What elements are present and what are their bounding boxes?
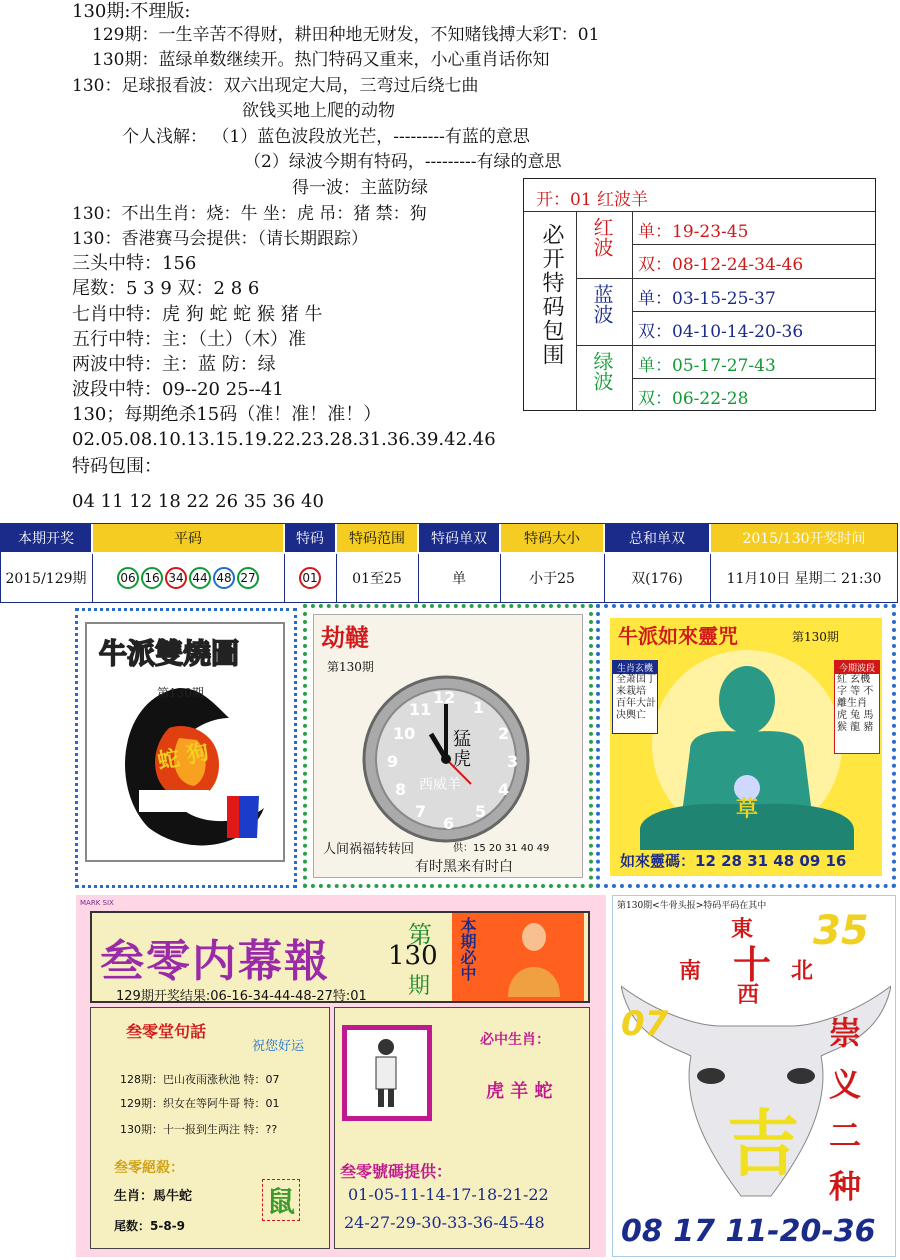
panel4-line: 128期：巴山夜雨涨秋池 特：07 bbox=[120, 1073, 280, 1086]
panel1-words: 蛇 狗 bbox=[155, 739, 212, 776]
green-single: 单：05-17-27-43 bbox=[638, 356, 776, 376]
ji-char: 吉 bbox=[727, 1102, 800, 1186]
panel4-issue-b: 期 bbox=[408, 974, 431, 999]
page-title: 130期:不理版: bbox=[72, 1, 191, 22]
kill-numbers: 02.05.08.10.13.15.19.22.23.28.31.36.39.42.46 bbox=[72, 429, 496, 450]
panel4-issue-a: 第 bbox=[408, 921, 432, 949]
text-line: （2）绿波今期有特码，---------有绿的意思 bbox=[244, 152, 562, 172]
red-single: 单：19-23-45 bbox=[638, 222, 749, 242]
panel3-title: 牛派如來靈咒 bbox=[618, 624, 738, 648]
panel2-line2: 有时黑来有时白 bbox=[415, 859, 513, 875]
text-line: 个人浅解： （1）蓝色波段放光芒，---------有蓝的意思 bbox=[122, 127, 530, 147]
panel3-chest: 草 bbox=[736, 797, 759, 822]
panel5-top: 第130期<牛骨头报>特码平码在其中 bbox=[617, 901, 767, 911]
num-35: 35 bbox=[813, 908, 869, 954]
panel2-numbers: 供：15 20 31 40 49 bbox=[453, 843, 550, 854]
panel4-result: 129期开奖结果:06-16-34-44-48-27特:01 bbox=[116, 989, 367, 1004]
box-side-label: 必开特码包围 bbox=[539, 223, 564, 367]
panel3-footer: 如來靈碼：12 28 31 48 09 16 bbox=[620, 852, 847, 870]
text-line: 特码包围： bbox=[72, 456, 162, 477]
ball: 34 bbox=[165, 567, 187, 589]
panel4-title: 叁零内幕報 bbox=[100, 936, 330, 987]
wave-label-red: 红波 bbox=[590, 217, 614, 257]
vertical-words: 崇 义 二 种 bbox=[824, 1016, 862, 1206]
header-sum: 总和单双 bbox=[605, 524, 709, 552]
text-line: 七肖中特：虎 狗 蛇 蛇 猴 猪 牛 bbox=[72, 304, 323, 325]
panel-bull-skull bbox=[612, 895, 896, 1257]
panel3-issue: 第130期 bbox=[792, 630, 839, 644]
panel4-num1: 01-05-11-14-17-18-21-22 bbox=[348, 1185, 549, 1204]
clock-4: 4 bbox=[498, 780, 510, 799]
panel4-line: 129期：织女在等阿牛哥 特：01 bbox=[120, 1097, 280, 1110]
panel4-issue-num: 130 bbox=[388, 941, 438, 971]
text-line: 波段中特：09--20 25--41 bbox=[72, 379, 284, 400]
panel-buddha bbox=[596, 604, 896, 888]
dir-west: 西 bbox=[737, 983, 760, 1008]
odd-even-value: 单 bbox=[452, 571, 466, 587]
range-value: 01至25 bbox=[352, 571, 402, 587]
goddess-icon bbox=[488, 917, 580, 999]
clock-2: 2 bbox=[498, 724, 510, 743]
panel4-wish: 祝您好运 bbox=[252, 1039, 305, 1054]
watermark: MARK SIX bbox=[80, 899, 114, 907]
panel4-wish-title: 叁零堂句話 bbox=[126, 1022, 207, 1041]
text-line: 两波中特：主：蓝 防：绿 bbox=[72, 354, 276, 375]
text-line: 五行中特：主：（土）（木）准 bbox=[72, 329, 306, 350]
clock-11: 11 bbox=[409, 700, 432, 719]
clock-center: 猛虎 bbox=[453, 729, 471, 770]
header-special: 特码 bbox=[285, 524, 335, 552]
panel2-title: 劫韃 bbox=[321, 624, 369, 652]
rat-stamp: 鼠 bbox=[262, 1179, 300, 1221]
special-code-box bbox=[523, 178, 876, 411]
text-line: 得一波：主蓝防绿 bbox=[292, 178, 428, 198]
clock-1: 1 bbox=[473, 698, 485, 717]
text-line: 130期：蓝绿单数继续开。热门特码又重来，小心重肖话你知 bbox=[92, 50, 550, 70]
text-line: 130；每期绝杀15码（准！准！准！） bbox=[72, 404, 382, 425]
sum-value: 双(176) bbox=[631, 571, 683, 587]
panel4-must-title: 必中生肖： bbox=[480, 1032, 550, 1048]
clock-6: 6 bbox=[443, 814, 455, 833]
panel4-kill-title: 叁零絕殺： bbox=[114, 1160, 184, 1176]
panel2-line1: 人间祸福转转回 bbox=[323, 842, 415, 857]
panel2-issue: 第130期 bbox=[327, 660, 374, 674]
panel5-bottom: 08 17 11-20-36 bbox=[621, 1214, 876, 1249]
panel-inside-news bbox=[76, 895, 606, 1257]
header-size: 特码大小 bbox=[501, 524, 603, 552]
text-line: 尾数：5 3 9 双：2 8 6 bbox=[72, 278, 260, 299]
panel4-zodiac: 生肖：馬牛蛇 bbox=[114, 1189, 193, 1204]
special-ball: 01 bbox=[299, 567, 321, 589]
boy-icon bbox=[366, 1037, 406, 1109]
text-line: 129期：一生辛苦不得财，耕田种地无财发，不知赌钱搏大彩T：01 bbox=[92, 25, 600, 45]
panel3-left-text: 全萧囯丁来栽培 百年大計决輿亡 bbox=[616, 674, 656, 721]
text-line: 三头中特：156 bbox=[72, 253, 197, 274]
panel4-line: 130期：十一报到生两注 特：?? bbox=[120, 1123, 278, 1136]
header-odd-even: 特码单双 bbox=[419, 524, 499, 552]
dir-ten: 十 bbox=[733, 943, 772, 987]
text-line: 130：香港赛马会提供：（请长期跟踪） bbox=[72, 229, 368, 249]
buddha-icon bbox=[630, 660, 864, 860]
panel4-num2: 24-27-29-30-33-36-45-48 bbox=[344, 1213, 545, 1232]
ball: 06 bbox=[117, 567, 139, 589]
red-double: 双：08-12-24-34-46 bbox=[638, 255, 804, 275]
panel1-issue: 第130期 bbox=[157, 686, 204, 700]
clock-9: 9 bbox=[387, 752, 399, 771]
surround-numbers: 04 11 12 18 22 26 35 36 40 bbox=[72, 491, 324, 512]
blue-single: 单：03-15-25-37 bbox=[638, 289, 776, 309]
text-line: 欲钱买地上爬的动物 bbox=[242, 101, 395, 121]
ball: 44 bbox=[189, 567, 211, 589]
panel3-right-box: 今期波段 bbox=[835, 661, 879, 674]
panel3-left-box: 生肖玄機 bbox=[613, 661, 657, 674]
size-value: 小于25 bbox=[529, 571, 575, 587]
clock-3: 3 bbox=[507, 752, 519, 771]
clock-12: 12 bbox=[433, 688, 456, 707]
green-double: 双：06-22-28 bbox=[638, 389, 749, 409]
regular-balls bbox=[93, 554, 283, 602]
header-period: 本期开奖 bbox=[1, 524, 91, 552]
clock-stamp: 西威羊 bbox=[419, 777, 461, 793]
box-header: 开：01 红波羊 bbox=[536, 190, 649, 210]
clock-7: 7 bbox=[415, 802, 427, 821]
clock-8: 8 bbox=[395, 780, 407, 799]
panel-clock bbox=[303, 604, 593, 888]
draw-time-value: 11月10日 星期二 21:30 bbox=[726, 571, 882, 587]
clock-5: 5 bbox=[475, 802, 487, 821]
header-range: 特码范围 bbox=[337, 524, 417, 552]
panel4-supply-title: 叁零號碼提供： bbox=[340, 1162, 453, 1181]
panel3-right-text: 紅 玄機字 等 不離生肖 虎 兔 馬 猴 龍 豬 bbox=[837, 674, 874, 733]
dir-south: 南 bbox=[679, 959, 702, 984]
panel4-side: 本期必中 bbox=[458, 917, 477, 981]
panel4-tail: 尾数：5-8-9 bbox=[114, 1219, 186, 1233]
panel1-title: 牛派雙燒圖 bbox=[99, 637, 240, 670]
header-regular: 平码 bbox=[93, 524, 283, 552]
dir-east: 東 bbox=[731, 917, 754, 942]
wave-label-blue: 蓝波 bbox=[590, 284, 614, 324]
clock-10: 10 bbox=[393, 724, 416, 743]
ball: 27 bbox=[237, 567, 259, 589]
period-value: 2015/129期 bbox=[5, 571, 87, 587]
num-07: 07 bbox=[621, 1004, 669, 1044]
special-ball-cell bbox=[285, 554, 335, 602]
text-line: 130：足球报看波：双六出现定大局，三弯过后绕七曲 bbox=[72, 76, 479, 96]
dir-north: 北 bbox=[791, 959, 814, 984]
panel4-must: 虎 羊 蛇 bbox=[486, 1081, 553, 1102]
header-draw-time: 2015/130开奖时间 bbox=[711, 524, 897, 552]
ball: 16 bbox=[141, 567, 163, 589]
wave-label-green: 绿波 bbox=[590, 351, 614, 391]
text-line: 130：不出生肖：烧：牛 坐：虎 吊：猪 禁：狗 bbox=[72, 204, 427, 224]
ball: 48 bbox=[213, 567, 235, 589]
results-table bbox=[0, 523, 898, 603]
blue-double: 双：04-10-14-20-36 bbox=[638, 322, 804, 342]
panel-double-burn bbox=[75, 608, 297, 888]
